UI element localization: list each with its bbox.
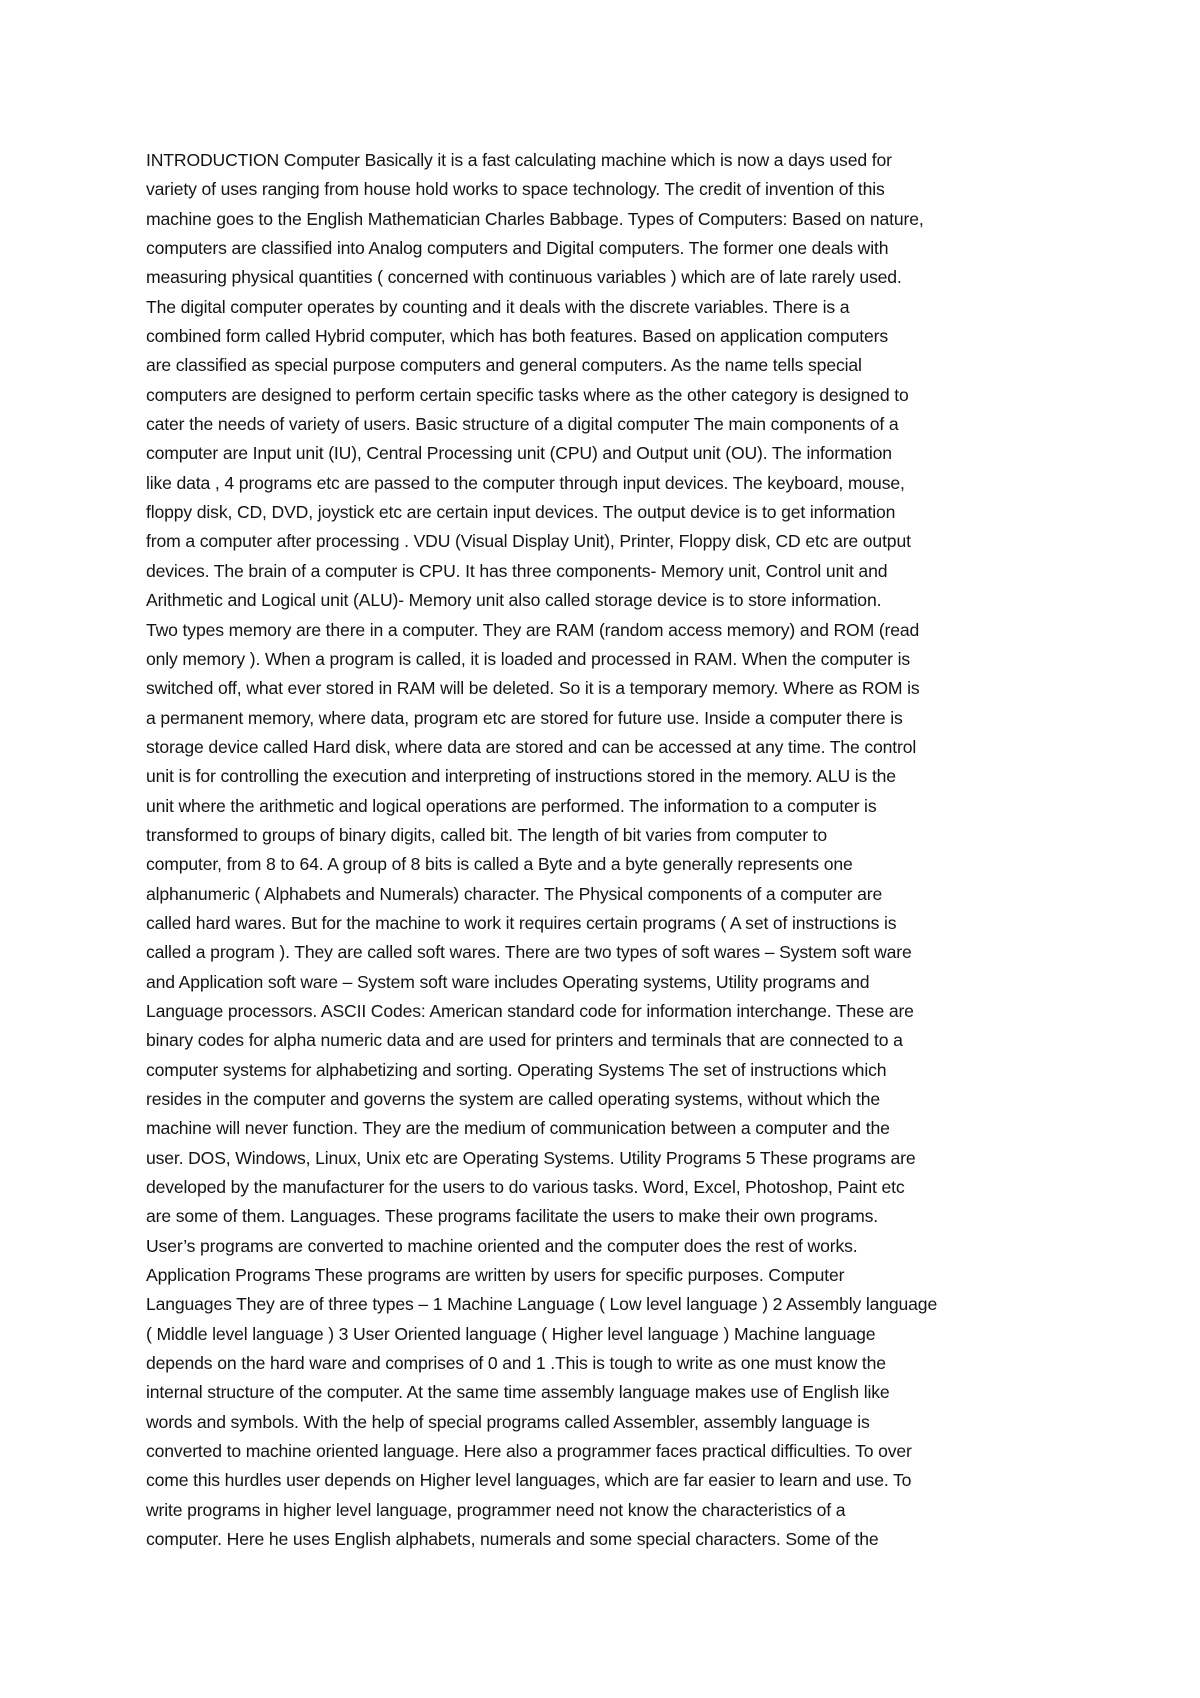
text-line: computers are classified into Analog computers and Digital computers. The former one deals with bbox=[146, 238, 889, 259]
text-line: storage device called Hard disk, where data are stored and can be accessed at any time. The control bbox=[146, 736, 917, 757]
text-line: depends on the hard ware and comprises of 0 and 1 .This is tough to write as one must know the bbox=[146, 1353, 886, 1374]
text-line: computer systems for alphabetizing and sorting. Operating Systems The set of instructions which bbox=[146, 1059, 887, 1080]
text-line: User’s programs are converted to machine oriented and the computer does the rest of works. bbox=[146, 1235, 858, 1256]
text-line: Language processors. ASCII Codes: American standard code for information interchange. These are bbox=[146, 1000, 914, 1021]
text-line: are classified as special purpose computers and general computers. As the name tells special bbox=[146, 355, 862, 376]
text-line: called a program ). They are called soft wares. There are two types of soft wares – System soft ware bbox=[146, 942, 912, 963]
text-line: and Application soft ware – System soft ware includes Operating systems, Utility programs and bbox=[146, 971, 870, 992]
text-line: Arithmetic and Logical unit (ALU)- Memory unit also called storage device is to store information. bbox=[146, 590, 882, 611]
text-line: The digital computer operates by counting and it deals with the discrete variables. There is a bbox=[146, 296, 850, 317]
text-line: converted to machine oriented language. Here also a programmer faces practical difficulties. To over bbox=[146, 1441, 912, 1462]
text-line: only memory ). When a program is called, it is loaded and processed in RAM. When the computer is bbox=[146, 648, 910, 669]
text-line: write programs in higher level language, programmer need not know the characteristics of a bbox=[146, 1499, 846, 1520]
text-line: alphanumeric ( Alphabets and Numerals) character. The Physical components of a computer are bbox=[146, 883, 883, 904]
text-line: binary codes for alpha numeric data and are used for printers and terminals that are connected to a bbox=[146, 1030, 903, 1051]
text-line: variety of uses ranging from house hold works to space technology. The credit of invention of this bbox=[146, 179, 885, 200]
body-text bbox=[146, 146, 1076, 1555]
text-line: switched off, what ever stored in RAM will be deleted. So it is a temporary memory. Where as ROM is bbox=[146, 678, 920, 699]
text-line: machine will never function. They are the medium of communication between a computer and the bbox=[146, 1118, 890, 1139]
text-line: transformed to groups of binary digits, called bit. The length of bit varies from computer to bbox=[146, 824, 828, 845]
text-line: user. DOS, Windows, Linux, Unix etc are Operating Systems. Utility Programs 5 These programs are bbox=[146, 1147, 916, 1168]
text-line: INTRODUCTION Computer Basically it is a fast calculating machine which is now a days used for bbox=[146, 150, 892, 170]
text-line: unit is for controlling the execution and interpreting of instructions stored in the memory. ALU is the bbox=[146, 766, 896, 787]
text-line: come this hurdles user depends on Higher level languages, which are far easier to learn and use. To bbox=[146, 1470, 912, 1491]
text-line: Two types memory are there in a computer. They are RAM (random access memory) and ROM (read bbox=[146, 619, 920, 640]
text-line: words and symbols. With the help of special programs called Assembler, assembly language is bbox=[146, 1411, 870, 1432]
text-line: from a computer after processing . VDU (Visual Display Unit), Printer, Floppy disk, CD etc are output bbox=[146, 531, 911, 552]
text-line: Application Programs These programs are written by users for specific purposes. Computer bbox=[146, 1265, 845, 1286]
text-line: floppy disk, CD, DVD, joystick etc are certain input devices. The output device is to get information bbox=[146, 502, 896, 523]
text-line: computer, from 8 to 64. A group of 8 bits is called a Byte and a byte generally represents one bbox=[146, 854, 853, 875]
text-line: like data , 4 programs etc are passed to the computer through input devices. The keyboard, mouse, bbox=[146, 472, 905, 493]
text-line: computer are Input unit (IU), Central Processing unit (CPU) and Output unit (OU). The information bbox=[146, 443, 892, 464]
text-line: computers are designed to perform certain specific tasks where as the other category is designed to bbox=[146, 384, 909, 405]
text-line: computer. Here he uses English alphabets, numerals and some special characters. Some of the bbox=[146, 1529, 879, 1550]
text-line: Languages They are of three types – 1 Machine Language ( Low level language ) 2 Assembly language bbox=[146, 1294, 938, 1315]
text-line: called hard wares. But for the machine to work it requires certain programs ( A set of instructions is bbox=[146, 912, 897, 933]
text-line: devices. The brain of a computer is CPU. It has three components- Memory unit, Control unit and bbox=[146, 560, 888, 581]
text-line: machine goes to the English Mathematician Charles Babbage. Types of Computers: Based on nature, bbox=[146, 208, 924, 229]
text-line: ( Middle level language ) 3 User Oriented language ( Higher level language ) Machine language bbox=[146, 1323, 876, 1344]
text-line: resides in the computer and governs the system are called operating systems, without which the bbox=[146, 1089, 881, 1109]
text-line: cater the needs of variety of users. Basic structure of a digital computer The main components of a bbox=[146, 414, 899, 435]
text-line: are some of them. Languages. These programs facilitate the users to make their own programs. bbox=[146, 1206, 879, 1227]
text-line: combined form called Hybrid computer, which has both features. Based on application computers bbox=[146, 326, 889, 347]
text-line: internal structure of the computer. At the same time assembly language makes use of English like bbox=[146, 1382, 890, 1403]
text-line: developed by the manufacturer for the users to do various tasks. Word, Excel, Photoshop, Paint etc bbox=[146, 1177, 905, 1198]
text-line: measuring physical quantities ( concerned with continuous variables ) which are of late rarely used. bbox=[146, 267, 902, 288]
text-line: unit where the arithmetic and logical operations are performed. The information to a computer is bbox=[146, 795, 877, 816]
text-line: a permanent memory, where data, program etc are stored for future use. Inside a computer there is bbox=[146, 707, 903, 728]
